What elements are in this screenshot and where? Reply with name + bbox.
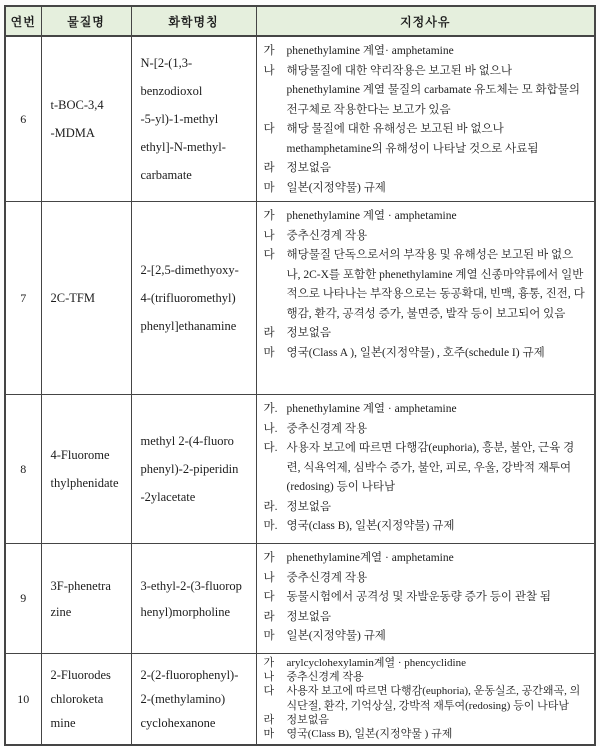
substance-name-line: 4-Fluorome xyxy=(50,448,110,462)
chemical-name-line: henyl)morpholine xyxy=(140,604,231,619)
reason-text: 정보없음 xyxy=(286,327,331,339)
reason-marker: 가. xyxy=(263,403,278,415)
reason-marker: 다 xyxy=(263,249,275,261)
serial-number-cell xyxy=(5,36,41,202)
reason-text: 해당물질 단독으로서의 부작용 및 유해성은 보고된 바 없으나, 2C-X를 포함한 phenethylamine 계열 신종마약류에서 일반적으로 나타나는 부작용으로는 동공확대, 빈맥, 흉통, 진전, 다행감, 환각, 공격성 증가, 불면증, 발작 등이 보고되어 있음 xyxy=(286,249,585,320)
serial-number: 10 xyxy=(17,691,30,706)
reason-text: 사용자 보고에 따르면 다행감(euphoria), 흥분, 불안, 근육 경련, 식욕억제, 심박수 증가, 불안, 피로, 우울, 강박적 재투여(redosing) 등이 나타남 xyxy=(286,442,575,493)
reason-item xyxy=(264,42,587,62)
reason-text: 중추신경계 작용 xyxy=(286,671,364,684)
reason-marker: 가 xyxy=(263,45,275,57)
substance-name-line: chloroketa xyxy=(50,692,104,707)
serial-number-cell xyxy=(5,202,41,395)
reason-marker: 다 xyxy=(263,123,275,135)
reason-item xyxy=(264,656,587,670)
substance-name-line: 2C-TFM xyxy=(50,291,95,305)
reason-text: 중추신경계 작용 xyxy=(286,422,368,435)
substance-name-line: t-BOC-3,4 xyxy=(50,98,104,112)
chemical-name-line: -2ylacetate xyxy=(140,490,196,504)
reason-marker: 나 xyxy=(263,671,275,684)
table-body xyxy=(5,36,595,745)
header-row xyxy=(5,6,595,36)
reason-text: phenethylamine 계열 · amphetamine xyxy=(286,210,457,222)
chemical-name-line: methyl 2-(4-fluoro xyxy=(140,434,234,448)
serial-number-cell xyxy=(5,395,41,544)
reason-marker: 다 xyxy=(263,685,275,698)
reason-text: 정보없음 xyxy=(286,500,331,513)
table-header xyxy=(5,6,595,36)
reason-marker: 나 xyxy=(263,229,275,242)
chemical-name-cell xyxy=(131,36,256,202)
reason-item xyxy=(264,120,587,159)
reason-text: 해당 물질에 대한 유해성은 보고된 바 없으나 methamphetamine의 유해성이 나타날 것으로 사료됨 xyxy=(286,123,539,155)
reason-marker: 나 xyxy=(263,64,275,77)
reason-text: 동물시험에서 공격성 및 자발운동량 증가 등이 관찰 됨 xyxy=(286,591,552,603)
reason-item xyxy=(264,439,587,498)
chemical-name-line: 2-[2,5-dimethyoxy- xyxy=(140,263,239,277)
substance-name-line: 2-Fluorodes xyxy=(50,668,111,683)
designation-reason-cell xyxy=(256,654,595,746)
designation-reason-cell xyxy=(256,544,595,654)
substance-name-cell xyxy=(41,654,131,746)
reason-item xyxy=(264,608,587,628)
reason-marker: 마 xyxy=(263,346,275,359)
reason-text: arylcyclohexylamin계열 · phencyclidine xyxy=(286,657,466,669)
chemical-name-line: -5-yl)-1-methyl xyxy=(140,112,219,126)
reason-marker: 라 xyxy=(263,713,275,726)
reason-item xyxy=(264,207,587,227)
reason-marker: 가 xyxy=(263,210,275,222)
chemical-name-line: ethyl]-N-methyl- xyxy=(140,140,226,154)
reason-marker: 다 xyxy=(263,591,275,603)
chemical-name-cell xyxy=(131,544,256,654)
chemical-name-line: 2-(methylamino) xyxy=(140,692,226,707)
serial-number: 9 xyxy=(20,591,27,605)
chemical-name-line: N-[2-(1,3-benzodioxol xyxy=(140,56,203,98)
reason-item xyxy=(264,400,587,420)
reason-item xyxy=(264,62,587,121)
chemical-name-cell xyxy=(131,395,256,544)
table-row xyxy=(5,654,595,746)
reason-text: 중추신경계 작용 xyxy=(286,229,368,242)
reason-text: 영국(class B), 일본(지정약물) 규제 xyxy=(286,520,455,532)
table-row xyxy=(5,395,595,544)
chemical-name-line: phenyl]ethanamine xyxy=(140,319,237,333)
chemical-name-cell xyxy=(131,654,256,746)
reason-marker: 마. xyxy=(263,520,278,532)
substance-name-line: 3F-phenetra xyxy=(50,578,111,593)
reason-item xyxy=(264,670,587,684)
reason-marker: 라 xyxy=(263,610,275,623)
reason-marker: 마 xyxy=(263,630,275,642)
reason-text: 정보없음 xyxy=(286,713,330,726)
table-row xyxy=(5,544,595,654)
reason-text: 정보없음 xyxy=(286,162,331,174)
reason-item xyxy=(264,227,587,247)
chemical-name-line: phenyl)-2-piperidin xyxy=(140,462,239,476)
chemical-name-line: 3-ethyl-2-(3-fluorop xyxy=(140,578,242,593)
reason-item xyxy=(264,684,587,712)
substance-name-line: zine xyxy=(50,604,72,619)
reason-item xyxy=(264,549,587,569)
reason-text: 중추신경계 작용 xyxy=(286,571,368,584)
reason-item xyxy=(264,498,587,518)
reason-marker: 가 xyxy=(263,657,275,669)
header-serial-number: 연번 xyxy=(5,6,41,36)
reason-text: 영국(Class B), 일본(지정약물 ) 규제 xyxy=(286,728,453,741)
reason-text: 정보없음 xyxy=(286,610,331,623)
substance-designation-table xyxy=(4,5,596,746)
reason-item xyxy=(264,420,587,440)
reason-marker: 마 xyxy=(263,181,275,194)
reason-marker: 마 xyxy=(263,728,275,741)
reason-item xyxy=(264,569,587,589)
reason-text: 일본(지정약물) 규제 xyxy=(286,630,386,642)
designation-reason-cell xyxy=(256,395,595,544)
reason-text: phenethylamine 계열· amphetamine xyxy=(286,45,454,57)
reason-item xyxy=(264,324,587,344)
reason-item xyxy=(264,246,587,324)
serial-number: 6 xyxy=(20,111,27,126)
reason-item xyxy=(264,713,587,727)
designation-reason-cell xyxy=(256,202,595,395)
designation-reason-cell xyxy=(256,36,595,202)
chemical-name-line: carbamate xyxy=(140,168,192,182)
chemical-name-line: 4-(trifluoromethyl) xyxy=(140,291,236,305)
substance-name-cell xyxy=(41,202,131,395)
serial-number: 8 xyxy=(20,461,27,476)
reason-item xyxy=(264,727,587,741)
reason-marker: 다. xyxy=(263,442,278,454)
reason-marker: 가 xyxy=(263,552,275,564)
reason-marker: 라 xyxy=(263,327,275,339)
chemical-name-line: cyclohexanone xyxy=(140,716,216,731)
header-designation-reason: 지정사유 xyxy=(256,6,595,36)
substance-name-line: thylphenidate xyxy=(50,476,119,490)
table-row xyxy=(5,36,595,202)
reason-item xyxy=(264,179,587,199)
reason-marker: 나. xyxy=(263,422,278,435)
serial-number-cell xyxy=(5,654,41,746)
reason-item xyxy=(264,344,587,364)
substance-name-cell xyxy=(41,36,131,202)
reason-item xyxy=(264,588,587,608)
header-substance-name: 물질명 xyxy=(41,6,131,36)
reason-marker: 나 xyxy=(263,571,275,584)
substance-name-cell xyxy=(41,395,131,544)
reason-marker: 라. xyxy=(263,500,278,513)
reason-text: phenethylamine계열 · amphetamine xyxy=(286,552,454,564)
header-chemical-name: 화학명칭 xyxy=(131,6,256,36)
table-row xyxy=(5,202,595,395)
reason-item xyxy=(264,517,587,537)
serial-number-cell xyxy=(5,544,41,654)
substance-name-cell xyxy=(41,544,131,654)
substance-name-line: -MDMA xyxy=(50,126,95,140)
reason-text: 영국(Class A ), 일본(지정약물) , 호주(schedule I) 규제 xyxy=(286,346,545,359)
substance-designation-table-wrap xyxy=(4,5,596,746)
reason-text: 사용자 보고에 따르면 다행감(euphoria), 운동실조, 공간왜곡, 의식단절, 환각, 기억상실, 강박적 재투여(redosing) 등이 나타남 xyxy=(286,685,581,712)
reason-text: 일본(지정약물) 규제 xyxy=(286,181,386,194)
serial-number: 7 xyxy=(20,290,27,305)
chemical-name-line: 2-(2-fluorophenyl)- xyxy=(140,668,239,683)
chemical-name-cell xyxy=(131,202,256,395)
reason-text: 해당물질에 대한 약리작용은 보고된 바 없으나 phenethylamine 계열 물질의 carbamate 유도체는 모 화합물의 전구체로 작용한다는 보고가 있음 xyxy=(286,64,580,116)
reason-item xyxy=(264,627,587,647)
reason-item xyxy=(264,159,587,179)
reason-text: phenethylamine 계열 · amphetamine xyxy=(286,403,457,415)
reason-marker: 라 xyxy=(263,162,275,174)
substance-name-line: mine xyxy=(50,716,76,731)
